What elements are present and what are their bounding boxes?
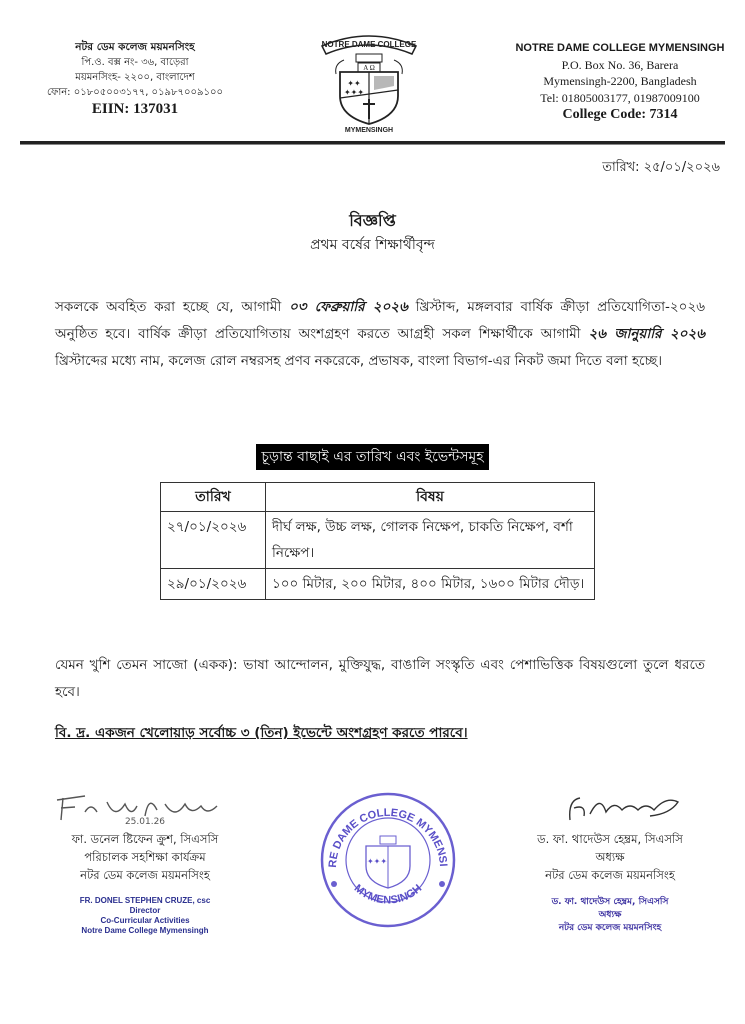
nb-note (55, 722, 705, 745)
phone-bangla: ফোন: ০১৮০৫০০৩১৭৭, ০১৯৮৭০০৯১০০ (46, 87, 224, 98)
principal-designation: অধ্যক্ষ (595, 850, 625, 864)
table-header-row (161, 483, 595, 512)
body-text-3: খ্রিস্টাব্দের মধ্যে নাম, কলেজ রোল নম্বরসহ প্রণব নকরেকে, প্রভাষক, বাংলা বিভাগ-এর নিকট জমা দিতে বলা হচ্ছে। (55, 353, 663, 369)
events-table (160, 482, 595, 600)
table-row (161, 512, 595, 569)
principal-stamp (490, 896, 730, 935)
event-date: ০৩ ফেব্রুয়ারি ২০২৬ (289, 299, 408, 315)
row-date: ২৯/০১/২০২৬ (161, 569, 266, 600)
college-code: College Code: 7314 (562, 107, 678, 122)
director-stamp (30, 896, 260, 936)
table-heading-wrap (0, 444, 745, 470)
director-designation: পরিচালক সহশিক্ষা কার্যক্রম (84, 850, 206, 864)
stamp-institution: Notre Dame College Mymensingh (81, 926, 209, 935)
svg-text:✦✦: ✦✦ (347, 79, 361, 88)
row-events: দীর্ঘ লক্ষ, উচ্চ লক্ষ, গোলক নিক্ষেপ, চাকতি নিক্ষেপ, বর্শা নিক্ষেপ। (266, 512, 595, 569)
eiin-number: EIIN: 137031 (91, 101, 179, 117)
crest-bottom-text: MYMENSINGH (344, 127, 394, 134)
svg-text:✦✦✦: ✦✦✦ (366, 857, 388, 866)
stamp-name: FR. DONEL STEPHEN CRUZE, csc (79, 896, 211, 905)
seal-outer-text: RE DAME COLLEGE MYMENSI (326, 806, 449, 869)
crest-banner-text: NOTRE DAME COLLEGE (321, 40, 417, 49)
row-date: ২৭/০১/২০২৬ (161, 512, 266, 569)
signature-scrawl-icon (45, 790, 245, 826)
letterhead-english (500, 40, 740, 124)
table-heading: চূড়ান্ত বাছাই এর তারিখ এবং ইভেন্টসমূহ (256, 444, 488, 470)
address-line-2-bangla: ময়মনসিংহ- ২২০০, বাংলাদেশ (75, 72, 195, 83)
stamp-institution: নটর ডেম কলেজ ময়মনসিংহ (558, 923, 662, 933)
header-subject: বিষয় (266, 483, 595, 512)
stamp-role: অধ্যক্ষ (598, 910, 622, 920)
address-line-1-bangla: পি.ও. বক্স নং- ৩৬, বাড়েরা (81, 57, 189, 68)
fancy-dress-note: যেমন খুশি তেমন সাজো (একক): ভাষা আন্দোলন, মুক্তিযুদ্ধ, বাঙালি সংস্কৃতি এবং পেশাভিত্তিক বিষয়গুলো তুলে ধরতে হবে। (55, 657, 705, 700)
nb-note-text: বি. দ্র. একজন খেলোয়াড় সর্বোচ্চ ৩ (তিন) ইভেন্টে অংশগ্রহণ করতে পারবে। (55, 725, 468, 741)
college-seal-icon (318, 790, 458, 930)
college-name-english: NOTRE DAME COLLEGE MYMENSINGH (515, 42, 725, 54)
notice-body (55, 294, 705, 375)
notice-date: তারিখ: ২৫/০১/২০২৬ (602, 160, 720, 175)
row-events: ১০০ মিটার, ২০০ মিটার, ৪০০ মিটার, ১৬০০ মিটার দৌড়। (266, 569, 595, 600)
deadline-date: ২৬ জানুয়ারি ২০২৬ (588, 326, 706, 342)
signature-block-director (30, 790, 260, 936)
svg-text:✦✦✦: ✦✦✦ (343, 88, 365, 97)
signature-block-principal (490, 790, 730, 935)
notice-title: বিজ্ঞপ্তি (349, 211, 396, 230)
svg-text:A Ω: A Ω (363, 64, 375, 72)
signature-scrawl-icon (510, 790, 710, 826)
letterhead-bangla (20, 40, 250, 117)
address-line-2-english: Mymensingh-2200, Bangladesh (543, 74, 697, 88)
body-text-2: খ্রিস্টাব্দ, মঙ্গলবার বার্ষিক ক্রীড়া প্রতিযোগিতা-২০২৬ অনুষ্ঠিত হবে। বার্ষিক ক্রীড়া প্রতিযোগিতায় অংশগ্রহণ করতে আগ্রহী সকল শিক্ষার্থীকে আগামী (55, 299, 705, 342)
principal-institution: নটর ডেম কলেজ ময়মনসিংহ (545, 868, 675, 882)
address-line-1-english: P.O. Box No. 36, Barera (561, 57, 679, 72)
college-crest-icon (314, 24, 424, 134)
signed-date: 25.01.26 (124, 817, 166, 826)
stamp-dept: Co-Curricular Activities (100, 916, 190, 925)
header-divider (20, 141, 725, 145)
notice-audience: প্রথম বর্ষের শিক্ষার্থীবৃন্দ (310, 237, 435, 253)
director-name: ফা. ডনেল ষ্টিফেন ক্রুশ, সিএসসি (71, 832, 219, 846)
college-name-bangla: নটর ডেম কলেজ ময়মনসিংহ (75, 41, 195, 53)
stamp-name: ড. ফা. থাদেউস হেম্ব্রম, সিএসসি (551, 897, 669, 907)
director-institution: নটর ডেম কলেজ ময়মনসিংহ (80, 868, 210, 882)
header-date: তারিখ (161, 483, 266, 512)
table-row (161, 569, 595, 600)
phone-english: Tel: 01805003177, 01987009100 (540, 90, 700, 105)
principal-name: ড. ফা. থাদেউস হেম্ব্রম, সিএসসি (537, 832, 683, 846)
seal-bottom-text: MYMENSINGH (351, 882, 425, 907)
body-text-1: সকলকে অবহিত করা হচ্ছে যে, আগামী (55, 299, 290, 315)
stamp-role: Director (129, 906, 161, 915)
